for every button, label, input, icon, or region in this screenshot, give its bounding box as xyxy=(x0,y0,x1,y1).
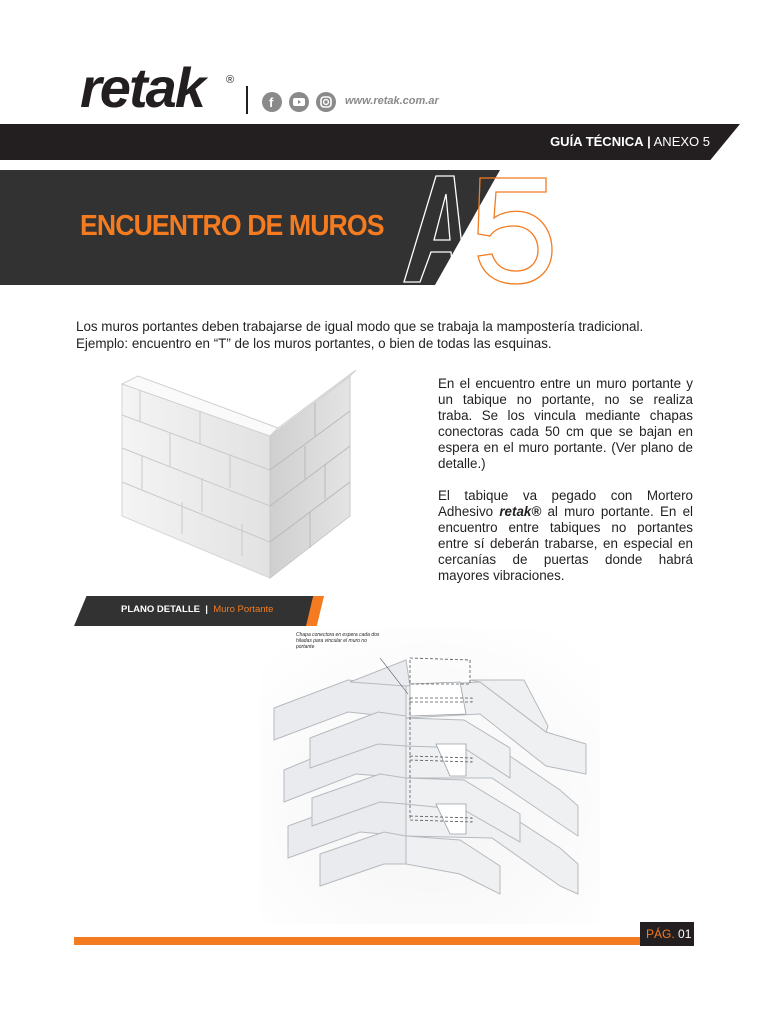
guide-separator: | xyxy=(647,134,651,149)
annex-badge-a5 xyxy=(396,170,566,288)
website-link[interactable]: www.retak.com.ar xyxy=(345,95,439,107)
instagram-icon[interactable] xyxy=(316,92,336,112)
intro-line-2: Ejemplo: encuentro en “T” de los muros portantes, o bien de todas las esquinas. xyxy=(76,336,552,351)
wall-detail-drawing xyxy=(260,628,600,924)
detail-separator: | xyxy=(205,604,208,615)
guide-annex: ANEXO 5 xyxy=(653,134,710,149)
page-number: 01 xyxy=(678,927,692,941)
guide-label xyxy=(550,134,710,149)
detail-title: PLANO DETALLE xyxy=(121,604,200,615)
intro-text xyxy=(76,318,706,352)
intro-line-1: Los muros portantes deben trabajarse de igual modo que se trabaja la mampostería tradicional. xyxy=(76,319,644,334)
detail-label xyxy=(121,604,273,615)
footer-accent-line xyxy=(74,937,640,945)
connector-annotation: Chapa conectora en espera cada dos hiladas para vincular el muro no portante xyxy=(296,632,380,650)
detail-subtitle: Muro Portante xyxy=(213,604,274,615)
page-title: ENCUENTRO DE MUROS xyxy=(80,210,384,242)
page-label: PÁG. xyxy=(646,927,675,941)
registered-mark: ® xyxy=(226,74,235,86)
description-column xyxy=(438,376,693,600)
description-paragraph-1: En el encuentro entre un muro portante y un tabique no portante, no se realiza traba. Se los vincula mediante chapas conectoras cada 50 cm que se bajan en espera en el muro portante. (Ver plano de detalle.) xyxy=(438,376,693,471)
retak-inline-brand: retak® xyxy=(499,504,542,519)
description-paragraph-2 xyxy=(438,488,693,584)
corner-wall-illustration xyxy=(110,366,370,586)
retak-logo: retak xyxy=(80,56,204,119)
facebook-icon[interactable] xyxy=(262,92,282,112)
paragraph-2-start: El tabique va pegado con Mortero Adhesivo xyxy=(438,488,693,519)
guide-title: GUÍA TÉCNICA xyxy=(550,134,644,149)
page-indicator xyxy=(646,927,691,941)
badge-letter-a xyxy=(404,176,466,282)
badge-number-5 xyxy=(478,178,552,284)
header-divider xyxy=(246,86,248,114)
youtube-icon[interactable] xyxy=(289,92,309,112)
svg-text:f: f xyxy=(269,95,274,110)
paragraph-2-end: al muro portante. En el encuentro entre tabiques no portantes entre sí deberán trabarse, en especial en cercanías de puertas donde habrá mayores vibraciones. xyxy=(438,504,693,583)
